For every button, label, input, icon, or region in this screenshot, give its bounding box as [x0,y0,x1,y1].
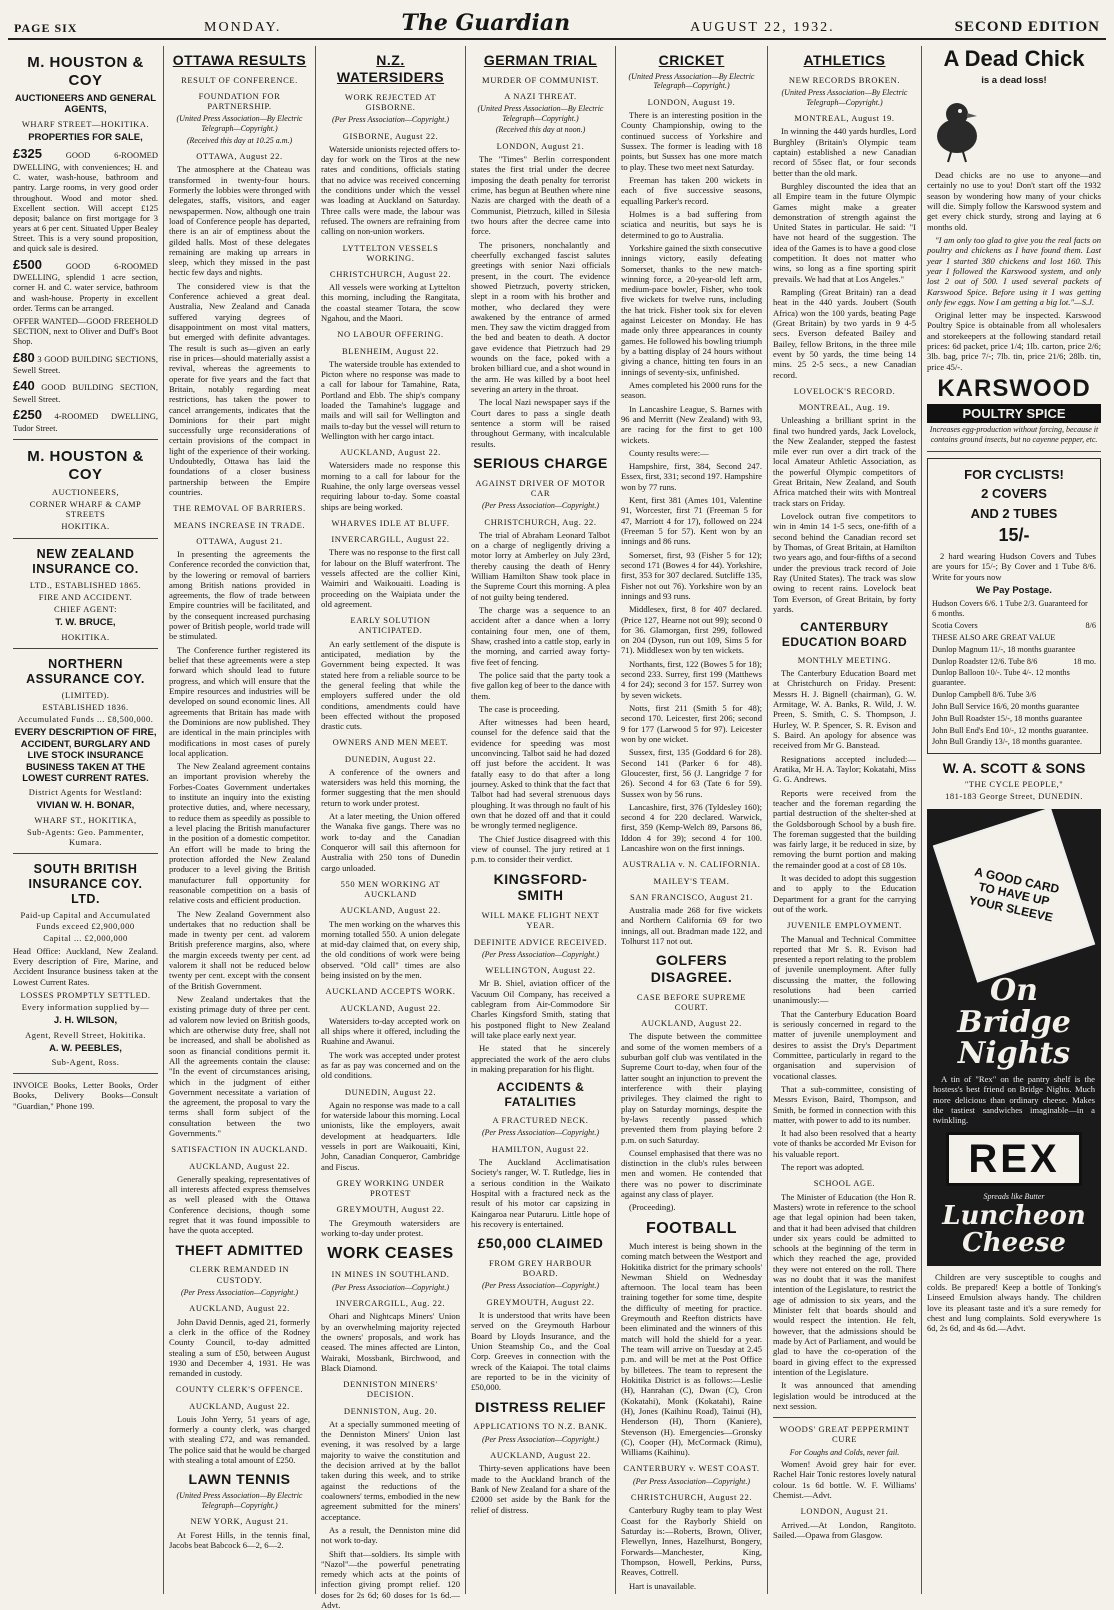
paragraph: The New Zealand Government also undertakes that no reduction shall be made in twenty per cent. ad valorem British preference margins, also, where the margin exceeds twenty per cent. ad valorem it shall not be reduced below twenty per cent. except with the consent of the British Government. [169,908,310,991]
credit-line: (Per Press Association—Copyright.) [481,1128,600,1138]
subhead: SATISFACTION IN AUCKLAND. [171,1144,308,1155]
advertisement-paragraph: Women! Avoid grey hair for ever. Rachel Hair Tonic restores lovely natural colour. 1s 6d bottle. W. F. Williams' Chemist.—Advt. [773,1459,916,1501]
rex-sub: Spreads like Butter [983,1191,1045,1201]
credit-line: (Per Press Association—Copyright.) [481,1434,600,1444]
tyre-price-row: Hudson Covers 6/6. 1 Tube 2/3. Guaranteed for 6 months. [932,599,1088,619]
cyclists-postage: We Pay Postage. [976,584,1052,596]
paragraph: That the Canterbury Education Board is seriously concerned in regard to the matter of juvenile unemployment and desires to assist the Dry's Department Committee, particularly in regard to the organisation and supervision of vocational classes. [773,1008,916,1081]
dateline: MONTREAL, August 19. [794,113,895,124]
karswood-brand: KARSWOOD [937,375,1091,403]
tyre-price-row: Scotia Covers 8/6 [932,621,1096,630]
south-british-title: SOUTH BRITISH INSURANCE COY. LTD. [28,862,143,907]
rex-brand: REX [946,1132,1082,1186]
cyclists-covers: 2 COVERS [981,486,1047,502]
offer-wanted: OFFER WANTED—GOOD FREEHOLD SECTION, next to Oliver and Duff's Boot Shop. [13,315,158,347]
credit-line: (Per Press Association—Copyright.) [481,501,600,511]
subhead: SCHOOL AGE. [813,1178,876,1189]
paragraph: The Canterbury Education Board met at Christchurch on Friday. Present: Messrs H. J. Bignell (chairman), G. W. Armitage, W. A. Banks, R. Wild, J. W. Preen, S. Smith, C. S. Thompson, J. Hurley, W. P. Spencer, S. R. Evison and S. Baird. An apology for absence was received from Mr G. Banstead. [773,668,916,751]
paragraph: The men working on the wharves this morning totalled 550. A union delegate at mid-day claimed that, on every ship, the old conditions of work were being observed. "Old call" times are also being insisted on by the men. [321,918,460,981]
headline-nz-watersiders: N.Z. WATERSIDERS [336,52,445,85]
credit-line: (Per Press Association—Copyright.) [180,1287,299,1297]
subhead: DENNISTON MINERS' DECISION. [343,1379,438,1400]
paragraph: It is understood that writs have been served on the Greymouth Harbour Board by Lloyds Insurance, and the Union Steamship Co., and the Coal Corp. Greeves in connection with the wreck of the Kaiapoi. The total claims are reported to be in the vicinity of £50,000. [471,1310,610,1393]
divider [13,538,158,539]
subhead: MURDER OF COMMUNIST. [482,74,599,85]
dateline: NEW YORK, August 21. [190,1516,289,1527]
woods-peppermint-sub: For Coughs and Colds, never fail. [789,1447,900,1457]
paragraph: Resignations accepted included:—Aratika, Mr H. A. Taylor; Kokatahi, Miss G. G. Andrews. [773,753,916,785]
subhead: WILL MAKE FLIGHT NEXT YEAR. [481,910,600,931]
subhead: GREY WORKING UNDER PROTEST [336,1178,445,1199]
headline-german-trial: GERMAN TRIAL [483,52,598,68]
divider [927,451,1101,452]
paragraph: The Auckland Acclimatisation Society's ranger, W. T. Rutledge, lies in a serious condition in the Waikato Hospital with a fractured neck as the result of his motor car capsizing in Kaingaroa near Putaruru. Little hope of his recovery is entertained. [471,1157,610,1229]
paragraph: There is an interesting position in the County Championship, owing to the continued success of Yorkshire and Sussex. The former is leading with 18 points, but Sussex has one more match to play. These two meet next Saturday. [621,110,762,172]
dateline: AUCKLAND, August 22. [189,1303,290,1314]
tyre-price-row: THESE ALSO ARE GREAT VALUE [932,632,1056,642]
paragraph: Unleashing a brilliant sprint in the final two hundred yards, Jack Lovelock, the New Zealander, stepped the fastest mile ever run over a dirt track of the local Amateur Athletic Association, as the powerful Olympic competitors of Great Britain, New Zealand, and South Africa matched their wits with Montreal track stars on Friday. [773,415,916,508]
paragraph: Reports were received from the teacher and the foreman regarding the partial destruction of the shelter-shed at the Goldsborough School by a bush fire. The foreman suggested that the building was fairly large, it be reduced in size, by removing the burnt portion and making the remainder good at a cost of £8 10s. [773,787,916,870]
subhead: LYTTELTON VESSELS WORKING. [342,242,439,263]
column-2 [164,46,316,1594]
dateline: CHRISTCHURCH, Aug. 22. [484,516,597,527]
nz-insurance-title: NEW ZEALAND INSURANCE CO. [32,546,139,576]
playing-card-illustration: A GOOD CARD TO HAVE UP YOUR SLEEVE [933,808,1095,983]
paragraph: Somerset, first, 93 (Fisher 5 for 12); second 171 (Bowes 4 for 44). Yorkshire, first, 353 for 307 declared. Sutcliffe 135, Fisher not out 76). Yorkshire won by an innings and 93 runs. [621,549,762,601]
paragraph: There was no response to the first call for labour on the Bluff waterfront. The vessels affected are the collier Kini, Waimiri and Waikouaiti. Loading is proceeding on the Waipiata under the old agreement. [321,547,460,609]
dateline: WELLINGTON, August 22. [485,965,596,976]
subhead: JUVENILE EMPLOYMENT. [787,920,902,931]
paragraph: John David Dennis, aged 21, formerly a clerk in the office of the Rodney County Council, to-day admitted stealing a sum of £50, between August 1930 and December 4, 1931. He was remanded in custody. [169,1316,310,1379]
credit-line: (Per Press Association—Copyright.) [481,949,600,959]
credit-line: (United Press Association—By Electric Telegraph—Copyright.) [176,1491,303,1510]
dateline: DUNEDIN, August 22. [344,1086,437,1097]
subhead: FROM GREY HARBOUR BOARD. [489,1258,592,1279]
rex-cheese-ad [927,809,1101,1265]
paragraph: Watersiders to-day accepted work on all ships where it offered, including the Ruahine and Awanui. [321,1015,460,1047]
emulsion-advertisement: Children are very susceptible to coughs and colds. Be prepared! Keep a bottle of Tonking's Linseed Emulsion always handy. The children love its pleasant taste and it's a sure remedy for chest and lung complaints. Sold everywhere 1s 6d, 2s 6d, and 4s 6d.—Advt. [927,1271,1101,1334]
paragraph: Lovelock outran five competitors to win in 4min 14 1-5 secs, one-fifth of a second behind the Canadian record set by Thomas, of Great Britain, at Hamilton two years ago, and four-fifths of a second under the previous track record of Joie Ray (United States). The track was slow owing to recent rains. Lovelock beat Tom Everson, of Great Britain, by forty yards. [773,511,917,614]
chick-text: Dead chicks are no use to anyone—and certainly no use to you! Don't start off the 1932 season by wondering how many of your chicks will die. Simply follow the Karswood system and get every chick sturdy, strong and laying at 6 months old. [927,170,1101,232]
paragraph: Kent, first 381 (Ames 101, Valentine 91, Worcester, first 71 (Freeman 5 for 47, Marriott 4 for 17), followed on 224 (Freeman 5 for 57). Kent won by an innings and 86 runs. [621,495,762,547]
south-british-agent-2: A. W. PEEBLES, [49,1042,122,1054]
dateline: OTTAWA, August 22. [196,151,283,162]
dateline: LONDON, August 19. [647,96,736,107]
dateline: AUCKLAND, August 22. [189,1400,290,1411]
chick-testimonial: "I am only too glad to give you the real facts on poultry and chickens as I have found them. Last year I started 380 chickens and lost 160. This year I followed the Karswood system, and only lost 2 out of 500. I used several packets of Karswood Spice. Before using it I was getting only few eggs. Now I am getting a big lot."—S.J. [927,234,1101,307]
column-4 [466,46,616,1594]
northern-agent: VIVIAN W. H. BONAR, [36,800,135,812]
subhead: A FRACTURED NECK. [492,1115,589,1126]
paragraph: At a specially summoned meeting of the Denniston Miners' Union last evening, it was resolved by a large majority to waive the constitution and the decision arrived at by the ballot taken during this week, and to strike against the reductions of the coalowners' terms, embodied in the new agreement submitted for the miners' acceptance. [321,1418,460,1522]
woods-peppermint-ad: WOODS' GREAT PEPPERMINT CURE [779,1424,910,1445]
headline-50000-claimed: £50,000 CLAIMED [477,1235,604,1252]
subhead: COUNTY CLERK'S OFFENCE. [175,1384,304,1395]
credit-line: (Received this day at 10.25 a.m.) [186,135,293,145]
subhead: CLERK REMANDED IN CUSTODY. [189,1264,290,1285]
edition-label: SECOND EDITION [954,19,1100,35]
headline-golfers-disagree: GOLFERS DISAGREE. [650,952,733,986]
dateline: AUCKLAND, August 22. [490,1450,591,1461]
paragraph: Watersiders made no response this morning to a call for labour for the Ruahine, the only large overseas vessel requiring labour to-day. Some coastal ships are being worked. [321,460,460,512]
dateline: GREYMOUTH, August 22. [486,1296,595,1307]
paragraph: Counsel emphasised that there was no distinction in the club's rules between men and women. He contended that there was no power to discriminate against any class of player. [621,1147,762,1200]
dateline: CHRISTCHURCH, August 22. [329,268,452,279]
dead-chick-sub: is a dead loss! [981,75,1047,87]
subhead: LOVELOCK'S RECORD. [793,385,896,396]
dateline: LONDON, August 21. [800,1506,889,1517]
paragraph: Mr B. Shiel, aviation officer of the Vacuum Oil Company, has received a cablegram from Air-Commodore Sir Charles Kingsford Smith, stating that his postponed flight to New Zealand will take place early next year. [471,978,610,1041]
subhead: WHARVES IDLE AT BLUFF. [331,518,450,528]
paragraph: Sussex, first, 135 (Goddard 6 for 28). Second 141 (Parker 6 for 48). Gloucester, first, 56 (J. Langridge 7 for 26). Second 4 for 63 (Tate 6 for 59). Sussex won by 56 runs. [621,747,762,799]
subhead: MONTHLY MEETING. [797,654,892,665]
paragraph: County results were:— [629,447,709,458]
credit-line: (United Press Association—By Electric Telegraph—Copyright.) [781,87,908,107]
south-british-office: Head Office: Auckland, New Zealand. Every description of Fire, Marine, and Accident Insurance business taken at the Lowest Current Rates. [13,946,158,987]
paragraph: Arrived.—At London, Rangitoto. Sailed.—Opawa from Glasgow. [773,1519,916,1540]
south-british-info: Every information supplied by— [21,1001,150,1012]
paragraph: He stated that he sincerely appreciated the work of the aero clubs in making preparation for his flight. [471,1043,610,1074]
paragraph: The considered view is that the Conference achieved a great deal. Australia, New Zealand and Canada suffered varying degrees of disappointment on most vital matters, but emerged with definite advantages. The result is such as—given an early rise in prices—should materially assist a revival, whereas the agreements to operate for five years and the fact that Britain, notably regarding meat restrictions, has taken the power to cancel arrangements, indicates that the Dominions for their part might successfully urge reconsiderations of certain provisions of the compact in light of the experience of their working. Undoubtedly, Ottawa has laid the foundations of a closer business partnership between the Empire countries. [169,280,310,498]
northern-limited: (LIMITED). [61,689,110,700]
tyre-price-row: John Bull Grandiy 13/-, 18 months guarantee. [932,737,1083,747]
paragraph: Burghley discounted the idea that an all Empire team in the future Olympic Games might make a greater demonstration of strength against the United States in particular. He said: "I have not heard of the suggestion. The idea of the Games is to have a good close competition. It does not matter who wins, so long as a fine sporting spirit prevails. We had that at Los Angeles." [773,180,916,284]
dateline: INVERCARGILL, August 22. [331,534,450,545]
houston-role-2: AUCTIONEERS, [51,486,120,497]
paragraph: The Minister of Education (the Hon R. Masters) wrote in reference to the school age that legal opinion had been taken, and that it had been advised that children under six years could be admitted to schools at the beginning of the term in which they reached the age, provided they were not entered on the roll. There was no doubt that it was the manifest intention of the Legislature, to restrict the age of admission to six years, and the Minister felt that boards should and would respect the intention. He felt, however, that the admissions should be made by Act of Parliament, and would be glad to have the co-operation of the board in giving effect to the expressed intention of the Legislature. [773,1191,916,1377]
paragraph: Northants, first, 122 (Bowes 5 for 18); second 233. Surrey, first 199 (Matthews 4 for 24); second 3 for 157. Surrey won by seven wickets. [621,658,762,700]
cyclists-headline: FOR CYCLISTS! [964,466,1064,482]
paragraph: New Zealand undertakes that the existing primage duty of three per cent. ad valorem now levied on British goods, which are otherwise duty free, shall not be increased, and shall be abolished as soon as financial conditions permit it. All the agreements contain the clause: "In the event of circumstances arising, which in the judgment of either Government necessitate a variation of the agreement, the proposal to vary the terms shall form subject of the consultation between the two Governments." [169,994,310,1139]
scott-sons-tagline: "THE CYCLE PEOPLE," [964,779,1064,790]
subhead: AGAINST DRIVER OF MOTOR CAR [475,477,606,498]
paragraph: All vessels were working at Lyttelton this morning, including the Rangitata, the coastal steamer Totara, the scow Ngahou, and the Maori. [321,282,460,324]
dateline: OTTAWA, August 21. [196,535,283,546]
headline-theft-admitted: THEFT ADMITTED [175,1241,304,1258]
tyre-price-row: John Bull Roadster 15/-, 18 months guarantee [932,713,1083,723]
dateline: INVERCARGILL, Aug. 22. [335,1298,446,1309]
dateline: AUCKLAND, August 22. [340,447,441,458]
headline-canterbury-education-board: CANTERBURY EDUCATION BOARD [781,620,908,649]
subhead: CANTERBURY v. WEST COAST. [623,1463,760,1474]
houston-address-2: CORNER WHARF & CAMP STREETS [29,499,142,520]
divider [773,1417,916,1418]
subhead: MAILEY'S TEAM. [653,875,730,886]
paragraph: The charge was a sequence to an accident after a dance when a lorry containing four men, one of them, Shaw, crashed into a cattle stop, early in the morning, and carried away forty-five feet of fencing. [471,605,610,667]
cyclists-ad [927,458,1101,755]
invoice-books-ad: INVOICE Books, Letter Books, Order Books, Delivery Books—Consult "Guardian," Phone 199. [13,1080,158,1111]
paragraph: Much interest is being shown in the coming match between the Westport and Hokitika district for the primary schools' Newman Shield on Wednesday afternoon. The local team has been training together for some time, despite the difficulty of meeting for practice. Greymouth and Reefton districts have been eliminated and the winners of this match will hold the shield for a year. The team will arrive on Tuesday at 2.45 p.m. and will be met at the Post Office by billetees. The team to represent the Hokitika District is as follows:—Leslie (H), Hanrahan (C), Dwan (C), Cron (Kokatahi), Monk (Kokatahi), Raine (H), Jones (Kaihinu Road), Tainui (H), Henderson (H), Thorn (Kaniere), Stevenson (H). Emergencies—Gronsky (C), Cooper (H), McCormack (Rimu), Williams (Kaihinu). [621,1240,762,1458]
subhead: MEANS INCREASE IN TRADE. [173,519,306,530]
dateline: GREYMOUTH, August 22. [336,1204,445,1215]
luncheon-cheese: Luncheon Cheese [942,1201,1086,1259]
paragraph: In Lancashire League, S. Barnes with 96 and Merritt (New Zealand) with 93, are racing for the first to get 100 wickets. [621,403,762,445]
property-listing: £80 3 GOOD BUILDING SECTIONS, Sewell Street. [13,349,158,376]
houston-town-2: HOKITIKA. [61,521,110,532]
subhead: 550 MEN WORKING AT AUCKLAND [340,878,441,900]
paragraph: Louis John Yerry, 51 years of age, formerly a county clerk, was charged with stealing £72, and was remanded. The police said that he would be charged with stealing a total amount of £250. [169,1413,310,1466]
cyclists-text: 2 hard wearing Hudson Covers and Tubes are yours for 15/-; By Cover and 1 Tube 8/6. Write for yours now [932,550,1096,582]
subhead: IN MINES IN SOUTHLAND. [331,1269,450,1280]
paragraph: The report was adopted. [781,1162,865,1173]
column-7-advertisements [922,46,1106,1594]
tyre-price-row: Dunlop Balloon 10/-. Tube 4/-. 12 months guarantee. [932,668,1070,688]
houston-ad-title-2: M. HOUSTON & COY [27,447,144,483]
paragraph: The atmosphere at the Chateau was transformed in twenty-four hours. Formerly the lobbies were thronged with delegates, staffs, visitors, and eager newspapermen. Now, although one train load of Conference people has departed, there is an air of emptiness about the gilded halls. Most of these delegates remaining are making up arrears in sleep, which they missed in the past hectic few days and nights. [169,164,310,278]
subhead: DEFINITE ADVICE RECEIVED. [473,936,608,947]
paragraph: Notts, first 211 (Smith 5 for 48); second 170. Leicester, first 206; second 9 for 177 (Larwood 5 for 97). Leicester won by one wicket. [621,703,762,744]
property-listing: £250 4-ROOMED DWELLING, Tudor Street. [13,407,158,433]
dateline: SAN FRANCISCO, August 21. [630,891,753,902]
headline-kingsford-smith: KINGSFORD-SMITH [493,870,588,904]
subhead: NEW RECORDS BROKEN. [788,74,901,85]
property-listing: £500 GOOD 6-ROOMED DWELLING, splendid 1 acre section, corner H. and C. water service, bathroom and wash-house. Property in excellent order. Terms can be arranged. [13,256,158,313]
dateline: CHRISTCHURCH, August 22. [630,1492,753,1503]
paragraph: Waterside unionists rejected offers to-day for work on the Tiros at the new rates and conditions, officials stating that no advice was received concerning the conditions under which the vessel was loading at Auckland on Saturday. Three calls were made, the labour was refused. The owners are refraining from calling on non-union workers. [321,143,460,237]
advertisement-paragraph: Shift that—soldiers. Its simple with "Nazol"—the powerful penetrating remedy which acts at the points of infection giving prompt relief. 120 doses for 2s 6d; 60 doses for 1s 6d.—Advt. [321,1548,460,1610]
scott-sons-address: 181-183 George Street, DUNEDIN. [945,791,1083,802]
paragraph: It had also been resolved that a hearty vote of thanks be accorded Mr Evison for his valuable report. [773,1128,916,1159]
paragraph: The local Nazi newspaper says if the Court dares to pass a single death sentence a storm will be raised throughout Germany, with incalculable results. [471,397,610,449]
column-3 [316,46,466,1610]
paragraph: The work was accepted under protest as far as pay was concerned and on the old conditions. [321,1049,460,1081]
paragraph: Holmes is a bad suffering from sciatica and neuritis, but says he is determined to go to Australia. [621,208,762,240]
nz-insurance-agent: T. W. BRUCE, [55,617,116,629]
paragraph: The police said that the party took a five gallon keg of beer to the dance with them. [471,669,610,701]
headline-accidents-fatalities: ACCIDENTS & FATALITIES [496,1080,585,1109]
credit-line: (United Press Association—By Electric Telegraph—Copyright.) [628,71,755,91]
masthead-day: MONDAY. [204,20,282,35]
credit-line: (Per Press Association—Copyright.) [331,1282,450,1292]
credit-line: (United Press Association—By Electric Telegraph—Copyright.) [176,114,303,133]
headline-distress-relief: DISTRESS RELIEF [474,1398,607,1415]
houston-role: AUCTIONEERS AND GENERAL AGENTS, [14,93,157,116]
paragraph: The Manual and Technical Committee reported that Mr S. R. Evison had presented a report relating to the problem of juvenile unemployment. After fully discussing the matter, the following resolutions had been carried unanimously:— [773,933,916,1006]
paragraph: The dispute between the committee and some of the women members of a suburban golf club was ventilated in the Supreme Court to-day, when four of the latter sought an injunction to prevent the interference with their playing privileges. They claimed the right to play on Saturday mornings, despite the by-laws recently passed which prevented them from playing before 2 p.m. on such Saturday. [621,1031,762,1145]
credit-line: (Per Press Association—Copyright.) [632,1476,751,1486]
tyre-price-row: Dunlop Magnum 11/-, 18 months guarantee [932,644,1076,654]
paragraph: At a later meeting, the Union offered the Wanaka five gangs. There was no work to-day and the Canadian Conqueror will sail this afternoon for Australia with 250 tons of Dunedin cargo unloaded. [321,811,460,873]
paragraph: Hampshire, first, 384, Second 247. Essex, first, 331; second 197. Hampshire won by 77 runs. [621,461,762,492]
dateline: HAMILTON, August 22. [491,1143,590,1154]
paragraph: The "Times" Berlin correspondent states the first trial under the decree imposing the death penalty for terrorist crime, has begun at Beuthen where nine Nazis are charged with the death of a Communist, Pietrzuch, killed in Silesia two hours after the decree came into force. [471,154,610,237]
south-british-capital: Paid-up Capital and Accumulated Funds exceed £2,900,000 [20,910,151,931]
northern-sub-agents: Sub-Agents: Geo. Pammenter, Kumara. [26,827,145,848]
cyclists-tubes: AND 2 TUBES [970,505,1058,521]
subhead: A NAZI THREAT. [504,90,577,101]
dateline: DUNEDIN, August 22. [344,753,437,764]
subhead: FOUNDATION FOR PARTNERSHIP. [198,90,281,112]
paragraph: At Forest Hills, in the tennis final, Jacobs beat Babcock 6—2, 6—2. [169,1529,310,1550]
nz-insurance-established: LTD., ESTABLISHED 1865. [29,579,142,590]
poultry-spice-banner: POULTRY SPICE [927,404,1101,424]
nz-insurance-town: HOKITIKA. [61,631,110,642]
divider [13,1073,158,1074]
dateline: LONDON, August 21. [496,140,585,151]
credit-line: (Per Press Association—Copyright.) [331,114,450,124]
paragraph: The case is proceeding. [479,703,560,714]
paragraph: An early settlement of the dispute is anticipated, mediation by the Government being expected. It was stated here from a reliable source to be the general feeling that while the employers suffered under the old conditions, amendments could have been effected without the proposed drastic cuts. [321,638,460,732]
headline-athletics: ATHLETICS [803,52,886,68]
property-listing: £325 GOOD 6-ROOMED DWELLING, with conveniences; H. and C. water, wash-house, bathroom and pantry. Large rooms, in very good order throughout. Wood and motor shed. Excellent section. Will accept £125 deposit; balance on first mortgage for 3 years at 6 per cent. Situated Upper Bealey Street. This is a very sound proposition, and quick sale is desired. [13,146,158,254]
paragraph: A conference of the owners and watersiders was held this morning, the former suggesting that the men should return to work under protest. [321,766,460,808]
subhead: THE REMOVAL OF BARRIERS. [173,503,306,514]
divider [13,853,158,854]
south-british-address-2: Sub-Agent, Ross. [51,1057,120,1068]
paragraph: In winning the 440 yards hurdles, Lord Burghley (Britain's Olympic team captain) established a new Canadian record of 55sec flat, or four seconds better than the old mark. [773,126,916,178]
headline-serious-charge: SERIOUS CHARGE [473,454,608,471]
divider [13,648,158,649]
subhead: RESULT OF CONFERENCE. [181,74,298,85]
dead-chick-headline: A Dead Chick [943,46,1085,71]
paragraph: As a result, the Denniston mine did not work to-day. [321,1524,460,1546]
dateline: BLENHEIM, August 22. [342,345,439,356]
paragraph: Lancashire, first, 376 (Tyldesley 160); second 4 for 220 declared. Warwick, first, 359 (Kemp-Welch 89, Parsons 86, Iddon 4 for 39); second 4 for 100. Lancashire won on the first innings. [621,801,762,854]
paragraph: (Proceeding). [629,1202,676,1213]
tyre-price-row: Dunlop Roadster 12/6. Tube 8/6 18 mo. [932,656,1096,666]
headline-ottawa-results: OTTAWA RESULTS [172,52,307,68]
chick-order: Original letter may be inspected. Karswood Poultry Spice is obtainable from all wholesalers and storekeepers at the following standard retail prices: 6d packet, price 1/4; 1lb. carton, price 2/6; 3lb. bag, price 7/-; 7lb. tin, price 21/6; 28lb. tin, price 45/-. [927,310,1101,372]
column-5 [616,46,768,1594]
northern-agents: District Agents for Westland: [28,787,143,798]
dateline: GISBORNE, August 22. [342,130,439,141]
subhead: AUCKLAND ACCEPTS WORK. [325,986,456,997]
dateline: AUCKLAND, August 22. [340,905,441,916]
paragraph: Australia made 268 for five wickets and Northern California 69 for two innings, all out. Bradman made 122, and Tolhurst 117 not out. [621,904,762,946]
dateline: AUCKLAND, August 22. [189,1160,290,1171]
newspaper-title: The Guardian [401,10,571,36]
credit-line: (United Press Association—By Electric Telegraph—Copyright.) [477,104,604,123]
paragraph: The Greymouth watersiders are working to-day under protest. [321,1217,460,1238]
northern-funds: Accumulated Funds ... £8,500,000. [17,714,154,725]
paragraph: Rampling (Great Britain) ran a dead heat in the 440 yards. Joubert (South Africa) won the 100 yards, beating Page (Great Britain) by two yards in 9 4-5 secs. Everson defeated Bailey and Bailey, fellow Britons, in the three mile event by 50 yards, the time being 14 mins. 25 2-5 secs., a new Canadian record. [773,287,916,380]
northern-established: ESTABLISHED 1836. [42,701,129,712]
tyre-price-row: John Bull End's End 10/-, 12 months guarantee. [932,725,1089,735]
paragraph: Thirty-seven applications have been made to the Auckland branch of the Bank of New Zealand for a share of the £2000 set aside by the Bank for the relief of distress. [471,1463,610,1515]
dateline: MONTREAL, Aug. 19. [798,402,891,413]
masthead [8,6,1106,40]
cyclists-price: 15/- [998,525,1030,546]
paragraph: Ohari and Nightcaps Miners' Union by an overwhelming majority rejected the owners' proposals, and work has ceased. The mines affected are Linton, Wairaki, Mossbank, Birchwood, and Black Diamond. [321,1311,460,1373]
subhead: NO LABOUR OFFERING. [337,329,444,340]
subhead: APPLICATIONS TO N.Z. BANK. [473,1421,608,1432]
houston-ad-title: M. HOUSTON & COY [27,54,144,89]
paragraph: Ames completed his 2000 runs for the season. [621,379,762,401]
south-british-losses: LOSSES PROMPTLY SETTLED. [20,989,151,1000]
dead-chick-illustration [927,94,987,164]
paragraph: Yorkshire gained the sixth consecutive innings victory, easily defeating Somerset, thanks to the new match-winning force, a 20-year-old left arm, medium-pace bowler, Fisher, who took five wickets for twelve runs, including the hat trick. Fisher took six for eleven against Leicester on Monday. He has made only three appearances in county games. He followed his bowling triumph by a batting display of 24 hours without giving a chance, hitting ten fours in an innings of seventy-six, unfinished. [621,242,762,377]
headline-football: FOOTBALL [645,1219,738,1237]
paragraph: The Chief Justice disagreed with this view of counsel. The jury retired at 1 p.m. to consider their verdict. [471,833,610,865]
subhead: AUSTRALIA v. N. CALIFORNIA. [622,859,761,870]
tyre-price-row: John Bull Service 16/6, 20 months guarantee [932,701,1080,711]
subhead: CASE BEFORE SUPREME COURT. [636,991,747,1013]
tyre-price-row: Dunlop Campbell 8/6. Tube 3/6 [932,690,1036,700]
rex-text: A tin of "Rex" on the pantry shelf is the hostess's best friend on Bridge Nights. Much more delicious than ordinary cheese. Makes the tastiest sandwiches imaginable—in a twinkling. [933,1073,1095,1126]
subhead: WORK REJECTED AT GISBORNE. [344,91,437,112]
south-british-address: Agent, Revell Street, Hokitika. [25,1029,146,1040]
credit-line: (Received this day at noon.) [495,125,586,135]
poultry-spice-sub: Increases egg-production without forcing, because it contains ground insects, but no cayenne pepper, etc. [929,425,1099,445]
page-number: PAGE SIX [14,21,78,35]
paragraph: It was decided to adopt this suggestion and to apply to the Education Department for a grant for the carrying out of the work. [773,873,916,915]
paragraph: Hart is unavailable. [629,1580,697,1591]
column-6 [768,46,922,1594]
headline-work-ceases: WORK CEASES [327,1245,454,1263]
nz-insurance-fire: FIRE AND ACCIDENT. [38,591,133,602]
headline-cricket: CRICKET [658,52,725,68]
nz-insurance-agent-heading: CHIEF AGENT: [54,604,117,615]
paragraph: The Conference further registered its belief that these agreements were a step forward which should lead to future progress, and which will ensure that the Empire resources and industries will be developed on sound economic lines. All agreements that Britain has made with the Dominions are now published. They are identical in the main principles with modifications in most cases of purely local application. [169,644,310,758]
headline-lawn-tennis: LAWN TENNIS [188,1471,291,1488]
paragraph: Middlesex, first, 8 for 407 declared. (Price 127, Hearne not out 99); second 0 for 36. Glamorgan, first 299, followed on 204 (Dyson, run out 109, Sims 5 for 71). Middlesex won by ten wickets. [621,604,762,656]
bridge-nights-headline: On Bridge Nights [957,973,1071,1072]
south-british-capital-2: Capital ... £2,000,000 [43,932,128,943]
northern-assurance-title: NORTHERN ASSURANCE COY. [26,656,145,686]
northern-address: WHARF ST., HOKITIKA, [34,814,137,825]
paragraph: It was announced that amending legislation would be introduced at the next session. [773,1380,916,1411]
properties-heading: PROPERTIES FOR SALE, [28,131,143,143]
paragraph: That a sub-committee, consisting of Messrs Evison, Baird, Thompson, and Smith, be formed in connection with this matter, with power to add to its number. [773,1083,916,1125]
dateline: AUCKLAND, August 22. [340,1002,441,1013]
paragraph: Generally speaking, representatives of all interests affected express themselves as well pleased with the Ottawa Conference decisions, though some regret that it was found impossible to have the quota accepted. [169,1173,310,1236]
paragraph: The waterside trouble has extended to Picton where no response was made to a call for labour for Tamahine, Rata, Portland and Ebb. The ship's company loaded the Tamahine's luggage and mails and will sail for Wellington and mails to-day but the vessel will return to Wellington with her cargo intact. [321,358,460,441]
paragraph: The trial of Abraham Leonard Talbot on a charge of negligently driving a motor lorry at Amberley on July 23rd, thereby causing the death of Henry William Hamilton Shaw took place in the Supreme Court this morning. A plea of not guilty being tendered. [471,529,610,602]
scott-sons-name: W. A. SCOTT & SONS [942,760,1086,777]
paragraph: The prisoners, nonchalantly and cheerfully exchanged fascist salutes greetings with senior Nazi officials present, in the court. The evidence showed Pietrzuch, poverty stricken, slept in a room with his brother and mother, who declared they were awakened by the entrance of armed men. They saw the victim dragged from the bed and beaten to death. A doctor gave evidence that Pietrzuch had 29 wounds on the face, poked with a broken billiard cue, and a shot wound in the arm. He was killed by a boot heel severing an artery in the throat. [471,239,610,395]
column-1-advertisements [8,46,164,1594]
paragraph: The New Zealand agreement contains an important provision whereby the Forbes-Coates Government undertakes to institute an inquiry into the existing protective duties, and, where necessary, to reduce them as speedily as possible to a level placing the British manufacturer in the position of a domestic competitor. An effort will be made to bring the protection afforded the New Zealand producer to a level giving the British manufacturer full opportunity for reasonable competition on a basis of relative costs and efficient production. [169,761,310,906]
paragraph: Again no response was made to a call for waterside labour this morning. Local unionists, like the employers, await development at headquarters. Idle vessels in port are Waikouaiti, Kini, John, Canadian Conqueror, Cambridge and Fiscus. [321,1099,460,1172]
credit-line: (Per Press Association—Copyright.) [481,1281,600,1291]
subhead: OWNERS AND MEN MEET. [332,737,449,748]
masthead-date: AUGUST 22, 1932. [690,20,835,35]
subhead: EARLY SOLUTION ANTICIPATED. [350,615,431,636]
tyre-price-list [932,599,1096,747]
houston-address: WHARF STREET—HOKITIKA. [21,118,150,129]
south-british-agent: J. H. WILSON, [53,1015,118,1027]
dateline: AUCKLAND, August 22. [641,1018,742,1029]
paragraph: In presenting the agreements the Conference recorded the conviction that, by the lowering or removal of barriers among British nations provided in agreements, the flow of trade between Empire countries will be facilitated, and by the consequent increased purchasing power of British people, world trade will be stimulated. [169,548,310,642]
paragraph: Freeman has taken 200 wickets in each of five successive seasons, equalling Parker's record. [621,175,762,206]
divider [13,439,158,440]
paragraph: After witnesses had been heard, counsel for the defence said that the evidence for speeding was most unconvincing. Talbot said he had dozed off just before the accident. It was fatally easy to do that after a long journey. Asked to think that the fact that Talbot had had several strenuous days ploughing. It was through no fault of his own that he dozed off and that it could be wrongly termed negligence. [471,717,610,831]
paragraph: Canterbury Rugby team to play West Coast for the Rayborly Shield on Saturday is:—Roberts, Brown, Oliver, Flewellyn, Innes, Hazelhurst, Bongery, Forwards—Manchester, King, Thompson, Howell, Perkins, Purss, Reaves, Cottrell. [621,1505,762,1578]
property-listing: £40 GOOD BUILDING SECTION, Sewell Street. [13,378,158,404]
northern-description: EVERY DESCRIPTION OF FIRE, ACCIDENT, BURGLARY AND LIVE STOCK INSURANCE BUSINESS TAKEN AT THE LOWEST CURRENT RATES. [14,727,157,784]
dateline: DENNISTON, Aug. 20. [343,1405,438,1416]
